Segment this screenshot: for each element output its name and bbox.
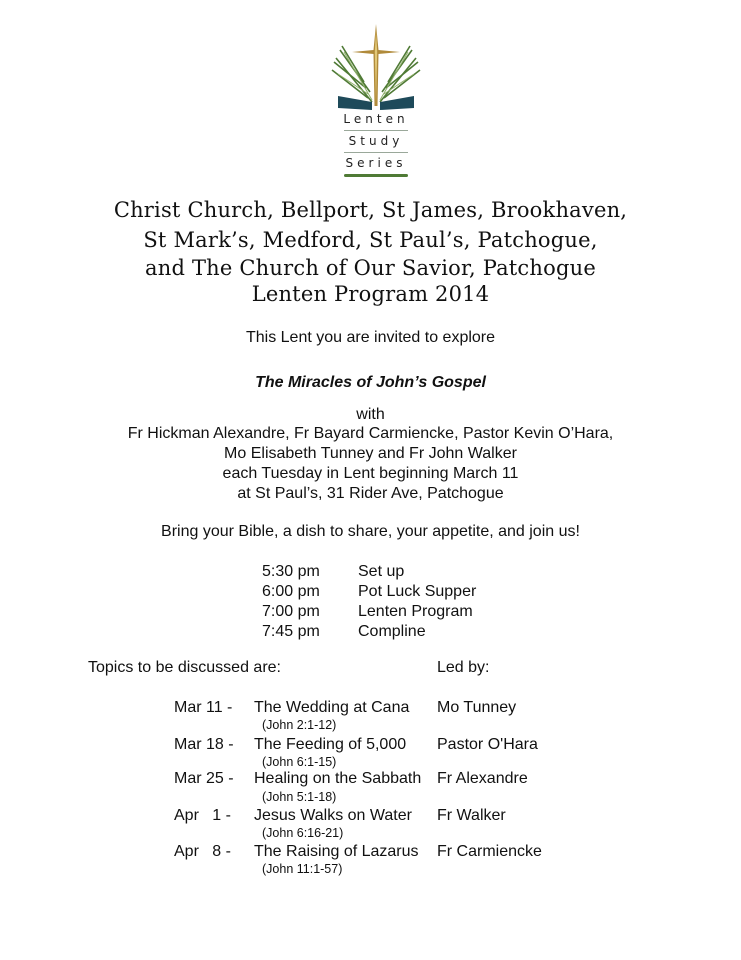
topic-scripture-ref: (John 5:1-18) [262, 790, 337, 804]
heading-line-4: Lenten Program 2014 [251, 282, 490, 306]
schedule-time: 7:45 pm [262, 623, 320, 640]
topic-scripture-ref: (John 2:1-12) [262, 718, 337, 732]
logo-base-rule [344, 174, 408, 177]
led-by-header: Led by: [437, 659, 490, 676]
series-title: The Miracles of John’s Gospel [255, 374, 486, 391]
topic-leader: Fr Walker [437, 807, 506, 824]
topic-scripture-ref: (John 6:1-15) [262, 755, 337, 769]
leaders-line-2: Mo Elisabeth Tunney and Fr John Walker [224, 445, 517, 462]
topic-scripture-ref: (John 6:16-21) [262, 826, 344, 840]
schedule-time: 7:00 pm [262, 603, 320, 620]
topic-leader: Pastor O'Hara [437, 736, 538, 753]
topic-title: The Wedding at Cana [254, 699, 410, 716]
topic-leader: Fr Carmiencke [437, 843, 542, 860]
logo-divider [344, 130, 408, 131]
topic-title: The Raising of Lazarus [254, 843, 419, 860]
logo-word-series: Series [345, 156, 407, 170]
schedule-event: Lenten Program [358, 603, 473, 620]
schedule-row [262, 603, 476, 623]
schedule-time: 5:30 pm [262, 563, 320, 580]
topic-scripture-ref: (John 11:1-57) [262, 862, 343, 876]
cross-palm-icon [328, 22, 424, 114]
topic-date: Mar 11 - [174, 699, 233, 716]
lenten-study-series-logo [328, 22, 424, 178]
topic-title: Healing on the Sabbath [254, 770, 422, 787]
heading-line-2: St Mark’s, Medford, St Paul’s, Patchogue, [143, 228, 598, 252]
leaders-line-1: Fr Hickman Alexandre, Fr Bayard Carmiencke, Pastor Kevin O’Hara, [127, 425, 614, 442]
topic-leader: Mo Tunney [437, 699, 517, 716]
schedule-day-line: each Tuesday in Lent beginning March 11 [222, 465, 519, 482]
schedule-row [262, 623, 476, 643]
logo-word-study: Study [348, 134, 404, 148]
logo-divider [344, 152, 408, 153]
evening-schedule [262, 563, 476, 643]
schedule-row [262, 563, 476, 583]
schedule-event: Compline [358, 623, 426, 640]
heading-line-1: Christ Church, Bellport, St James, Brookhaven, [113, 198, 628, 222]
schedule-time: 6:00 pm [262, 583, 320, 600]
schedule-event: Pot Luck Supper [358, 583, 477, 600]
topic-date: Apr 1 - [174, 807, 231, 824]
topic-title: The Feeding of 5,000 [254, 736, 407, 753]
intro-text: This Lent you are invited to explore [245, 329, 496, 346]
logo-word-lenten: Lenten [343, 112, 409, 126]
topic-date: Mar 18 - [174, 736, 234, 753]
bring-text: Bring your Bible, a dish to share, your appetite, and join us! [161, 523, 580, 540]
topic-date: Apr 8 - [174, 843, 231, 860]
topic-title: Jesus Walks on Water [254, 807, 412, 824]
topic-date: Mar 25 - [174, 770, 234, 787]
schedule-event: Set up [358, 563, 405, 580]
schedule-row [262, 583, 476, 603]
topic-leader: Fr Alexandre [437, 770, 528, 787]
location-line: at St Paul’s, 31 Rider Ave, Patchogue [237, 485, 504, 502]
with-text: with [356, 406, 385, 423]
topics-header: Topics to be discussed are: [88, 659, 281, 676]
heading-line-3: and The Church of Our Savior, Patchogue [145, 256, 596, 280]
